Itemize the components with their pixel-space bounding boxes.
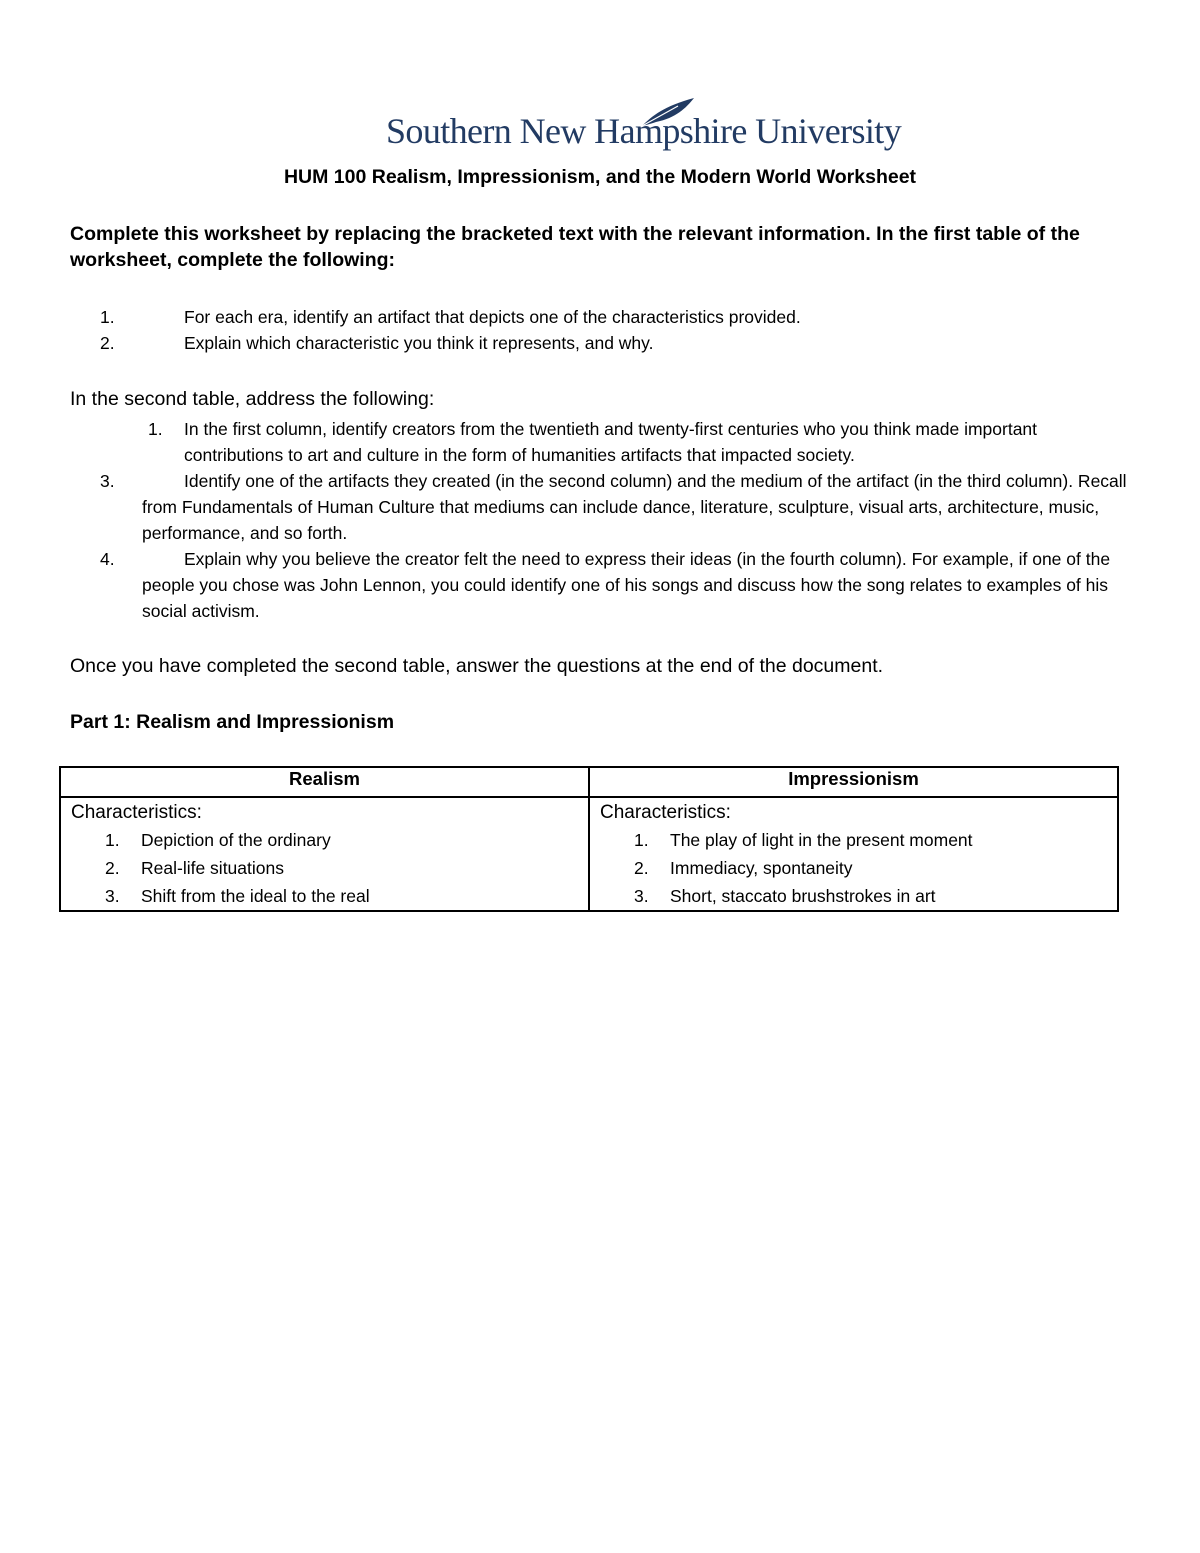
column-header-impressionism: Impressionism — [589, 767, 1118, 797]
realism-cell — [60, 797, 589, 911]
characteristics-label: Characteristics: — [71, 802, 202, 823]
list-item: 2. Immediacy, spontaneity — [634, 858, 853, 878]
table-row — [60, 797, 1118, 911]
intro-paragraph: Complete this worksheet by replacing the bracketed text with the relevant information. In the first table of the worksheet, complete the following: — [70, 223, 1080, 271]
list-item: 1. The play of light in the present moment — [634, 830, 973, 850]
worksheet-title: HUM 100 Realism, Impressionism, and the Modern World Worksheet — [283, 166, 917, 188]
list-item: 1. For each era, identify an artifact that depicts one of the characteristics provided. — [100, 307, 801, 327]
second-table-list — [0, 416, 1132, 624]
list-item: 3. Shift from the ideal to the real — [105, 886, 370, 906]
part1-heading: Part 1: Realism and Impressionism — [70, 711, 395, 733]
university-logo — [386, 96, 902, 158]
impressionism-cell — [589, 797, 1118, 911]
characteristics-label: Characteristics: — [600, 802, 731, 823]
list-item: 3. Identify one of the artifacts they created (in the second column) and the medium of the artifact (in the third column). Recall from Fundamentals of Human Culture that mediums can include dance, literature, sculpture, visual arts, architecture, music, performance, and so forth. — [100, 471, 1127, 543]
logo-wordmark: Southern New Hampshire University — [386, 111, 902, 151]
list-item: 1. Depiction of the ordinary — [105, 830, 331, 850]
list-item: 2. Real-life situations — [105, 858, 284, 878]
era-table — [59, 766, 1119, 912]
second-table-heading: In the second table, address the following: — [70, 388, 435, 410]
closing-paragraph: Once you have completed the second table, answer the questions at the end of the document. — [70, 655, 884, 677]
list-item: 3. Short, staccato brushstrokes in art — [634, 886, 936, 906]
table-header-row — [60, 767, 1118, 797]
characteristics-list — [600, 826, 1107, 910]
column-header-realism: Realism — [60, 767, 589, 797]
intro-list — [0, 304, 1124, 356]
feather-icon — [638, 96, 698, 128]
characteristics-list — [71, 826, 578, 910]
list-item: 1. In the first column, identify creators from the twentieth and twenty-first centuries who you think made important contributions to art and culture in the form of humanities artifacts that impacted society. — [148, 419, 1038, 465]
list-item: 2. Explain which characteristic you think it represents, and why. — [100, 333, 654, 353]
list-item: 4. Explain why you believe the creator felt the need to express their ideas (in the fourth column). For example, if one of the people you chose was John Lennon, you could identify one of his songs and discuss how the song relates to examples of his social activism. — [100, 549, 1111, 621]
